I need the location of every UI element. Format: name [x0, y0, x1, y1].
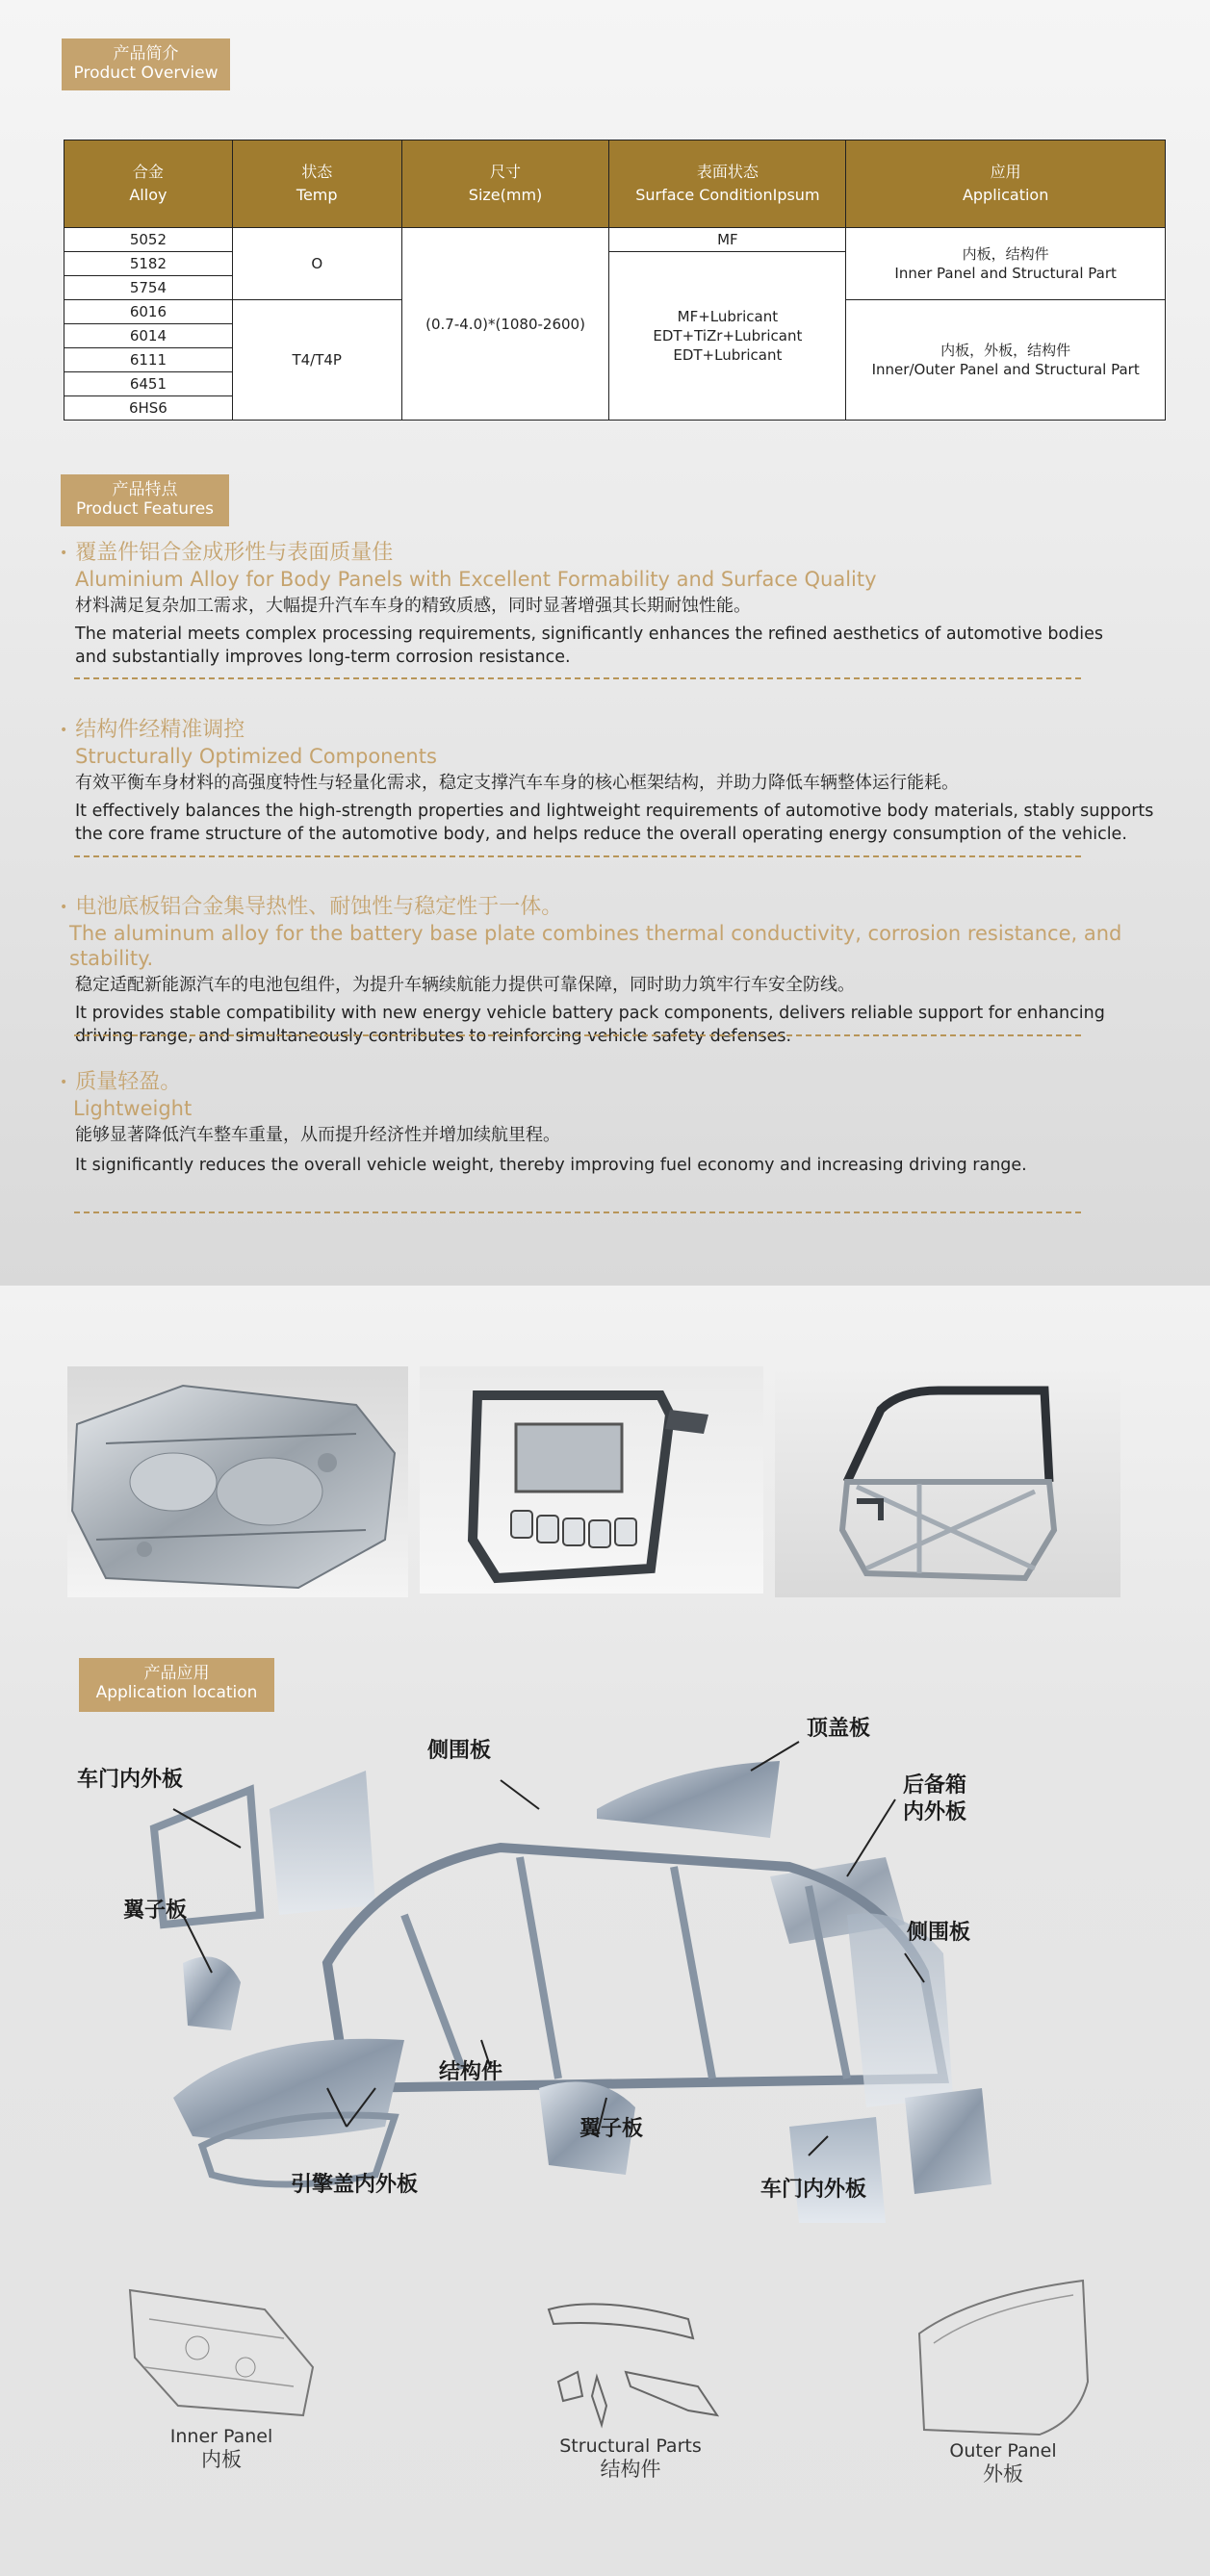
feature-title-zh: • 结构件经精准调控	[60, 718, 245, 742]
col-alloy: 合金 Alloy	[64, 140, 233, 228]
feature-desc-en: It significantly reduces the overall vehicle weight, thereby improving fuel economy and increasing driving range.	[75, 1156, 1027, 1175]
alloy-cell: 6016	[64, 300, 233, 324]
label-structure: 结构件	[439, 2060, 503, 2084]
feature-item	[60, 717, 1196, 846]
part-caption: Inner Panel 内板	[169, 2426, 273, 2471]
features-badge-en: Product Features	[75, 499, 215, 519]
application-cell: 内板，结构件 Inner Panel and Structural Part	[846, 228, 1166, 300]
feature-item	[60, 540, 1196, 669]
alloy-cell: 5754	[64, 276, 233, 300]
features-badge-zh: 产品特点	[112, 480, 178, 499]
feature-title-en: Structurally Optimized Components	[75, 745, 437, 768]
part-caption: Structural Parts 结构件	[559, 2436, 702, 2481]
overview-badge-zh: 产品简介	[113, 44, 179, 64]
application-badge	[79, 1658, 274, 1712]
bullet-icon: •	[60, 546, 68, 561]
feature-desc-zh: 材料满足复杂加工需求，大幅提升汽车车身的精致质感，同时显著增强其长期耐蚀性能。	[75, 596, 751, 616]
outer-panel-sketch	[914, 2276, 1093, 2439]
alloy-cell: 5052	[64, 228, 233, 252]
surface-cell: MF+Lubricant EDT+TiZr+Lubricant EDT+Lubricant	[609, 252, 846, 421]
feature-title-zh: • 电池底板铝合金集导热性、耐蚀性与稳定性于一体。	[60, 895, 563, 919]
structural-part-photo	[420, 1366, 763, 1594]
features-badge	[61, 474, 229, 526]
feature-desc-zh: 稳定适配新能源汽车的电池包组件，为提升车辆续航能力提供可靠保障，同时助力筑牢行车安全防线。	[75, 975, 855, 995]
feature-title-zh: • 质量轻盈。	[60, 1070, 182, 1094]
overview-badge-en: Product Overview	[73, 64, 219, 83]
inner-panel-photo	[67, 1366, 408, 1597]
table-header-row	[64, 140, 1166, 228]
label-fender-mid: 翼子板	[579, 2117, 644, 2141]
door-frame-photo	[775, 1366, 1120, 1597]
divider	[74, 1211, 1081, 1213]
feature-title-zh: • 覆盖件铝合金成形性与表面质量佳	[60, 541, 394, 565]
divider	[74, 677, 1081, 679]
surface-cell: MF	[609, 228, 846, 252]
col-size: 尺寸 Size(mm)	[401, 140, 609, 228]
label-door-right: 车门内外板	[760, 2178, 867, 2202]
temp-cell: T4/T4P	[232, 300, 401, 421]
col-temp: 状态 Temp	[232, 140, 401, 228]
alloy-cell: 6HS6	[64, 396, 233, 421]
label-side-top: 侧围板	[427, 1739, 492, 1763]
structural-parts-sketch	[544, 2290, 727, 2430]
feature-desc-en: It effectively balances the high-strength properties and lightweight requirements of automotive body materials, stably supports the core frame structure of the automotive body, and helps reduce the overall operating energy consumption of the vehicle.	[75, 802, 1154, 844]
label-hood: 引擎盖内外板	[291, 2173, 419, 2197]
label-fender-left: 翼子板	[123, 1899, 188, 1923]
alloy-cell: 6014	[64, 324, 233, 348]
car-exploded-diagram	[58, 1722, 1165, 2223]
feature-item	[60, 1069, 1196, 1177]
table-row	[64, 228, 1166, 252]
bullet-icon: •	[60, 900, 68, 915]
alloy-cell: 6111	[64, 348, 233, 372]
feature-title-en: The aluminum alloy for the battery base plate combines thermal conductivity, corrosion resistance, and stability.	[69, 922, 1122, 970]
feature-desc-en: The material meets complex processing requirements, significantly enhances the refined aesthetics of automotive bodies and substantially improves long-term corrosion resistance.	[75, 625, 1104, 667]
application-badge-en: Application location	[95, 1683, 258, 1702]
col-surface: 表面状态 Surface ConditionIpsum	[609, 140, 846, 228]
alloy-cell: 6451	[64, 372, 233, 396]
divider	[74, 855, 1081, 857]
alloy-cell: 5182	[64, 252, 233, 276]
application-badge-zh: 产品应用	[143, 1664, 210, 1683]
bullet-icon: •	[60, 723, 68, 738]
divider	[74, 1034, 1081, 1036]
feature-title-en: Aluminium Alloy for Body Panels with Excellent Formability and Surface Quality	[75, 568, 877, 591]
inner-panel-sketch	[120, 2281, 322, 2425]
label-door-left: 车门内外板	[77, 1768, 184, 1792]
size-cell: (0.7-4.0)*(1080-2600)	[401, 228, 609, 421]
spec-table	[64, 140, 1166, 421]
overview-badge	[62, 38, 230, 90]
application-cell: 内板，外板，结构件 Inner/Outer Panel and Structural Part	[846, 300, 1166, 421]
col-application: 应用 Application	[846, 140, 1166, 228]
part-caption: Outer Panel 外板	[949, 2440, 1057, 2486]
label-roof: 顶盖板	[807, 1717, 871, 1741]
feature-title-en: Lightweight	[73, 1097, 193, 1120]
label-side-right: 侧围板	[907, 1921, 971, 1945]
label-trunk: 后备箱 内外板	[903, 1773, 967, 1824]
feature-desc-zh: 能够显著降低汽车整车重量，从而提升经济性并增加续航里程。	[75, 1125, 560, 1145]
feature-desc-en: It provides stable compatibility with new energy vehicle battery pack components, delivers reliable support for enhancing driving range, and simultaneously contributes to reinforcing vehicle safety defenses.	[75, 1004, 1105, 1046]
feature-desc-zh: 有效平衡车身材料的高强度特性与轻量化需求，稳定支撑汽车车身的核心框架结构，并助力降低车辆整体运行能耗。	[75, 773, 959, 793]
bullet-icon: •	[60, 1075, 68, 1090]
temp-cell: O	[232, 228, 401, 300]
feature-item	[60, 894, 1196, 1048]
